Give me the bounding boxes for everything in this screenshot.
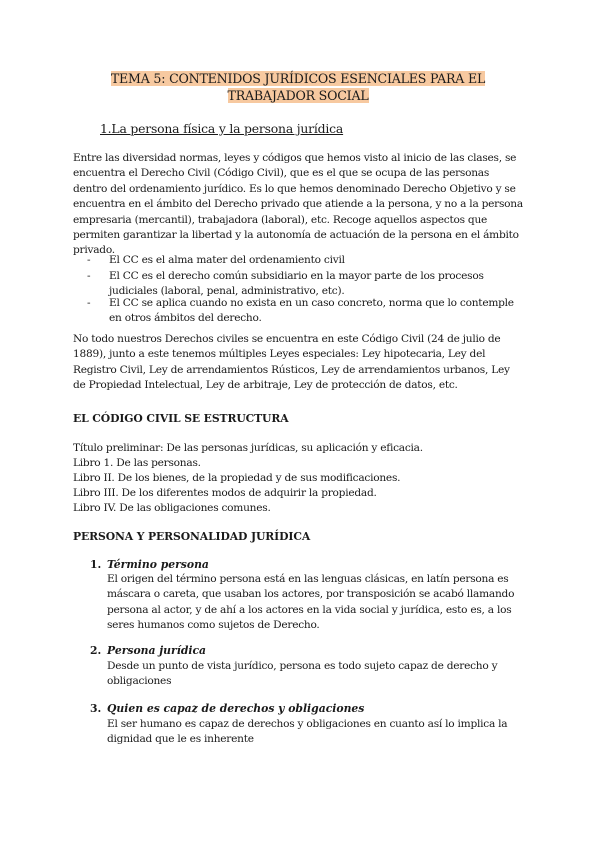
structure-line: Libro III. De los diferentes modos de adquirir la propiedad. <box>73 487 377 499</box>
title-highlight: TEMA 5: CONTENIDOS JURÍDICOS ESENCIALES PARA EL TRABAJADOR SOCIAL <box>110 71 486 103</box>
item-number: 2. <box>90 644 102 657</box>
item-term: Persona jurídica <box>107 644 207 657</box>
dash-marker: - <box>87 270 91 282</box>
item-number: 1. <box>90 558 102 571</box>
item-number: 3. <box>90 702 102 715</box>
page-title <box>73 70 523 104</box>
second-paragraph: No todo nuestros Derechos civiles se encuentra en este Código Civil (24 de julio de 1889), junto a este tenemos múltiples Leyes especiales: Ley hipotecaria, Ley del Registro Civil, Ley de arrendamientos Rústicos, Ley de arrendamientos urbanos, Ley de Propiedad Intelectual, Ley de arbitraje, Ley de protección de datos, etc. <box>73 333 510 392</box>
bullet-text: El CC es el alma mater del ordenamiento civil <box>109 254 345 266</box>
structure-line: Título preliminar: De las personas jurídicas, su aplicación y eficacia. <box>73 442 423 454</box>
item-definition: Desde un punto de vista jurídico, persona es todo sujeto capaz de derecho y obligaciones <box>107 660 498 688</box>
item-term: Término persona <box>107 558 209 571</box>
item-term: Quien es capaz de derechos y obligaciones <box>107 702 365 715</box>
structure-line: Libro IV. De las obligaciones comunes. <box>73 502 271 514</box>
structure-line: Libro II. De los bienes, de la propiedad y de sus modificaciones. <box>73 472 401 484</box>
structure-line: Libro 1. De las personas. <box>73 457 201 469</box>
persona-heading: PERSONA Y PERSONALIDAD JURÍDICA <box>73 530 311 543</box>
item-definition: El origen del término persona está en las lenguas clásicas, en latín persona es máscara o careta, que usaban los actores, por transposición se acabó llamando persona al actor, y de ahí a los actores en la vida social y jurídica, esto es, a los seres humanos como sujetos de Derecho. <box>107 573 515 632</box>
dash-marker: - <box>87 297 91 309</box>
intro-paragraph: Entre las diversidad normas, leyes y códigos que hemos visto al inicio de las clases, se encuentra el Derecho Civil (Código Civil), que es el que se ocupa de las personas dentro del ordenamiento jurídico. Es lo que hemos denominado Derecho Objetivo y se encuentra en el ámbito del Derecho privado que atiende a la persona, y no a la persona empresaria (mercantil), trabajadora (laboral), etc. Recoge aquellos aspectos que permiten garantizar la libertad y la autonomía de actuación de la persona en el ámbito privado. <box>73 152 523 257</box>
item-definition: El ser humano es capaz de derechos y obligaciones en cuanto así lo implica la dignidad que le es inherente <box>107 718 508 746</box>
structure-heading: EL CÓDIGO CIVIL SE ESTRUCTURA <box>73 412 289 425</box>
bullet-text: El CC es el derecho común subsidiario en la mayor parte de los procesos judiciales (laboral, penal, administrativo, etc). <box>109 270 484 298</box>
section-heading: 1.La persona física y la persona jurídica <box>100 121 344 136</box>
dash-marker: - <box>87 254 91 266</box>
bullet-text: El CC se aplica cuando no exista en un caso concreto, norma que lo contemple en otros ámbitos del derecho. <box>109 297 514 325</box>
